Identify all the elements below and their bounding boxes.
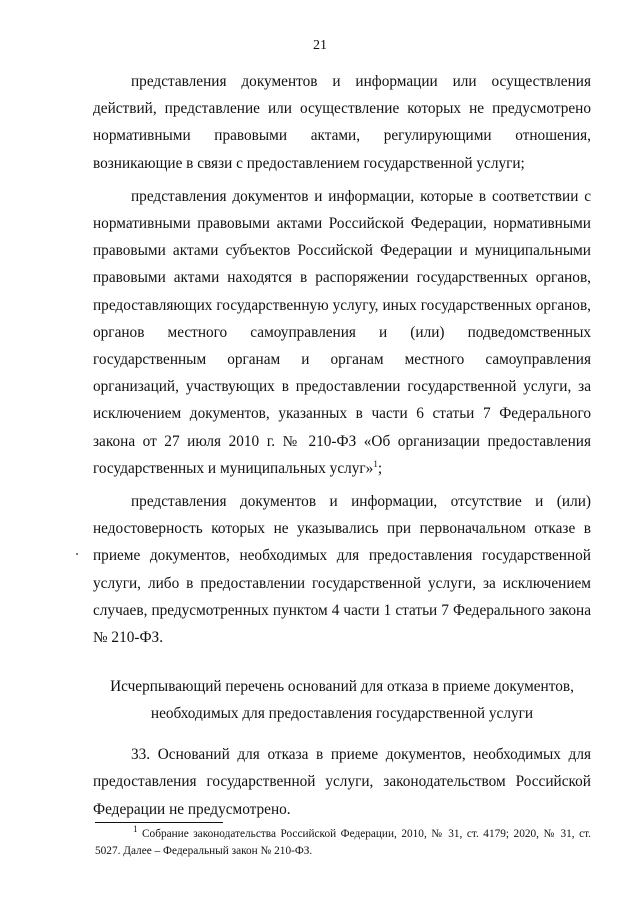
paragraph-2 [93,183,591,482]
clause-33: 33. Оснований для отказа в приеме документов, необходимых для предоставления государственной услуги, законодательством Российской Федерации не предусмотрено. [93,746,591,818]
scan-speck [76,553,78,555]
footnote-marker: 1 [133,824,138,835]
paragraph-2-text: представления документов и информации, которые в соответствии с нормативными правовыми актами Российской Федерации, нормативными правовыми актами субъектов Российской Федерации и муниципальными правовыми актами находятся в распоряжении государственных органов, предоставляющих государственную услугу, иных государственных органов, органов местного самоуправления и (или) подведомственных государственным органам и органам местного самоуправления организаций, участвующих в предоставлении государственной услуги, за исключением документов, указанных в части 6 статьи 7 Федерального закона от 27 июля 2010 г. № 210-ФЗ «Об организации предоставления государственных и муниципальных услуг» [93,187,591,477]
section-heading-line-2: необходимых для предоставления государственной услуги [150,705,534,723]
page-number: 21 [313,38,327,53]
document-body [93,68,591,829]
footnote-divider [95,822,223,823]
footnote-reference: 1 [373,458,378,469]
paragraph-3: представления документов и информации, отсутствие и (или) недостоверность которых не указывались при первоначальном отказе в приеме документов, необходимых для предоставления государственной услуги, либо в предоставлении государственной услуги, за исключением случаев, предусмотренных пунктом 4 части 1 статьи 7 Федерального закона № 210-ФЗ. [93,493,591,647]
paragraph-2-tail: ; [377,459,383,477]
paragraph-1: представления документов и информации или осуществления действий, представление или осуществление которых не предусмотрено нормативными правовыми актами, регулирующими отношения, возникающие в связи с предоставлением государственной услуги; [93,73,591,172]
footnote-text: Собрание законодательства Российской Федерации, 2010, № 31, ст. 4179; 2020, № 31, ст. 5027. Далее – Федеральный закон № 210-ФЗ. [95,828,591,857]
footnote [95,826,591,860]
section-heading [93,673,591,727]
section-heading-line-1: Исчерпывающий перечень оснований для отказа в приеме документов, [110,678,574,696]
